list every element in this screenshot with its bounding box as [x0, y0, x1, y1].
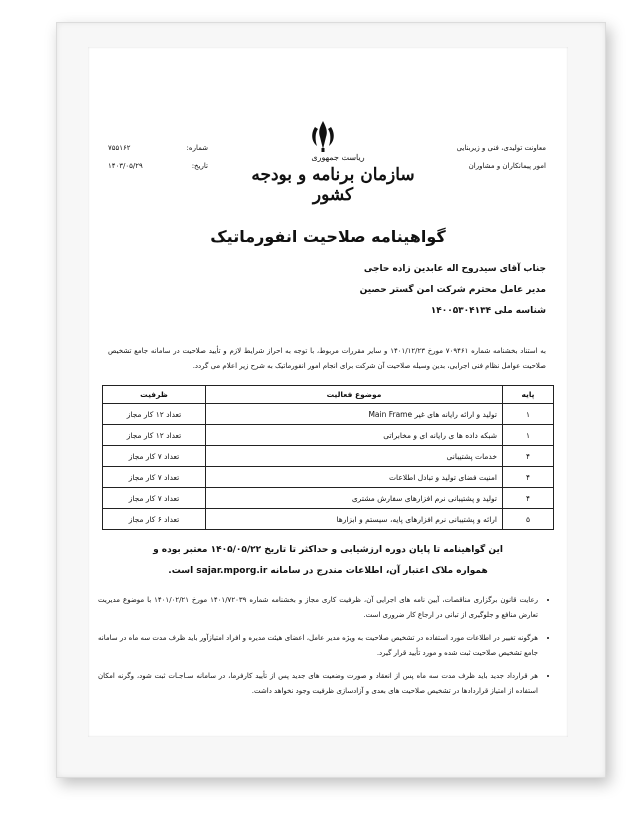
row-grade: ۴ — [503, 446, 554, 467]
validity-statement — [102, 540, 554, 582]
recipient-role: مدیر عامل محترم شرکت امن گستر حصین — [359, 285, 546, 295]
table-row — [103, 509, 554, 530]
date-value: ۱۴۰۳/۰۵/۲۹ — [108, 162, 143, 170]
header-grade: پایه — [503, 386, 554, 404]
row-grade: ۴ — [503, 467, 554, 488]
table-row — [103, 446, 554, 467]
row-activity: تولید و ارائه رایانه های غیر Main Frame — [206, 404, 503, 425]
validity-line-1: این گواهینامه تا پایان دوره ارزشیابی و حداکثر تا تاریخ ۱۴۰۵/۰۵/۲۲ معتبر بوده و — [153, 545, 503, 555]
recipient-name: جناب آقای سیدروح اله عابدین زاده حاجی — [363, 264, 546, 274]
row-grade: ۴ — [503, 488, 554, 509]
deputy-line-1: معاونت تولیدی، فنی و زیربنایی — [456, 144, 546, 152]
row-activity: تولید و پشتیبانی نرم افزارهای سفارش مشتری — [206, 488, 503, 509]
notes-list — [98, 593, 548, 707]
organization-name: سازمان برنامه و بودجه کشور — [251, 165, 415, 205]
presidency-label: ریاست جمهوری — [311, 153, 365, 162]
row-grade: ۱ — [503, 425, 554, 446]
table-row — [103, 488, 554, 509]
row-activity: خدمات پشتیبانی — [206, 446, 503, 467]
table-row — [103, 425, 554, 446]
row-grade: ۱ — [503, 404, 554, 425]
row-activity: ارائه و پشتیبانی نرم افزارهای پایه، سیستم و ابزارها — [206, 509, 503, 530]
recipient-block — [360, 259, 546, 322]
certificate-title: گواهینامه صلاحیت انفورماتیک — [210, 227, 446, 246]
number-value: ۷۵۵۱۶۲ — [108, 144, 131, 152]
recipient-national-id: شناسه ملی ۱۴۰۰۵۳۰۴۱۳۴ — [430, 306, 546, 316]
date-label: تاریخ: — [191, 162, 208, 170]
list-item: • هرگونه تغییر در اطلاعات مورد استفاده در تشخیص صلاحیت به ویژه مدیر عامل، اعضای هیئت مدیره و افراد امتیازآور باید ظرف مدت سه ماه در سامانه جامع تشخیص صلاحیت ثبت شده و مورد تأیید قرار گیرد. — [98, 631, 538, 661]
intro-paragraph: به استناد بخشنامه شماره ۷۰۹۴۶۱ مورخ ۱۴۰۱/۱۲/۲۳ و سایر مقررات مربوط، با توجه به احراز شرایط لازم و تأیید صلاحیت در سامانه جامع تشخیص صلاحیت عوامل نظام فنی اجرایی، بدین وسیله صلاحیت آن شرکت برای انجام امور انفورماتیک به شرح زیر اعلام می گردد. — [108, 347, 546, 370]
certificate-document — [88, 47, 568, 737]
iran-emblem-icon — [293, 119, 353, 155]
list-item: • رعایت قانون برگزاری مناقصات، آیین نامه های اجرایی آن، ظرفیت کاری مجاز و بخشنامه شماره ۱۴۰۱/۷۲۰۳۹ مورخ ۱۴۰۱/۰۲/۲۱ با موضوع مدیریت تعارض منافع و جلوگیری از تبانی در ارجاع کار ضروری است. — [98, 593, 538, 623]
deputy-header — [457, 139, 546, 175]
table-row — [103, 404, 554, 425]
row-activity: امنیت فضای تولید و تبادل اطلاعات — [206, 467, 503, 488]
row-capacity: تعداد ۷ کار مجاز — [103, 446, 206, 467]
number-label: شماره: — [186, 144, 208, 152]
row-grade: ۵ — [503, 509, 554, 530]
deputy-line-2: امور پیمانکاران و مشاوران — [468, 162, 546, 170]
letter-meta — [108, 139, 208, 175]
table-row — [103, 467, 554, 488]
header-capacity: ظرفیت — [103, 386, 206, 404]
row-capacity: تعداد ۷ کار مجاز — [103, 467, 206, 488]
activities-table — [102, 385, 554, 530]
list-item: • هر قرارداد جدید باید ظرف مدت سه ماه پس از انعقاد و صورت وضعیت های جدید پس از تأیید کارفرما، در سامانه سـاجـات ثبت شود، وگرنه امکان استفاده از امتیاز قراردادها در تشخیص صلاحیت های بعدی و آزادسازی ظرفیت وجود نخواهد داشت. — [98, 669, 538, 699]
row-capacity: تعداد ۷ کار مجاز — [103, 488, 206, 509]
row-capacity: تعداد ۱۲ کار مجاز — [103, 425, 206, 446]
header-activity: موضوع فعالیت — [206, 386, 503, 404]
row-activity: شبکه داده ها ی رایانه ای و مخابراتی — [206, 425, 503, 446]
table-header-row — [103, 386, 554, 404]
validity-line-2: همواره ملاک اعتبار آن، اطلاعات مندرج در سامانه sajar.mporg.ir است. — [168, 566, 488, 576]
row-capacity: تعداد ۱۲ کار مجاز — [103, 404, 206, 425]
row-capacity: تعداد ۶ کار مجاز — [103, 509, 206, 530]
